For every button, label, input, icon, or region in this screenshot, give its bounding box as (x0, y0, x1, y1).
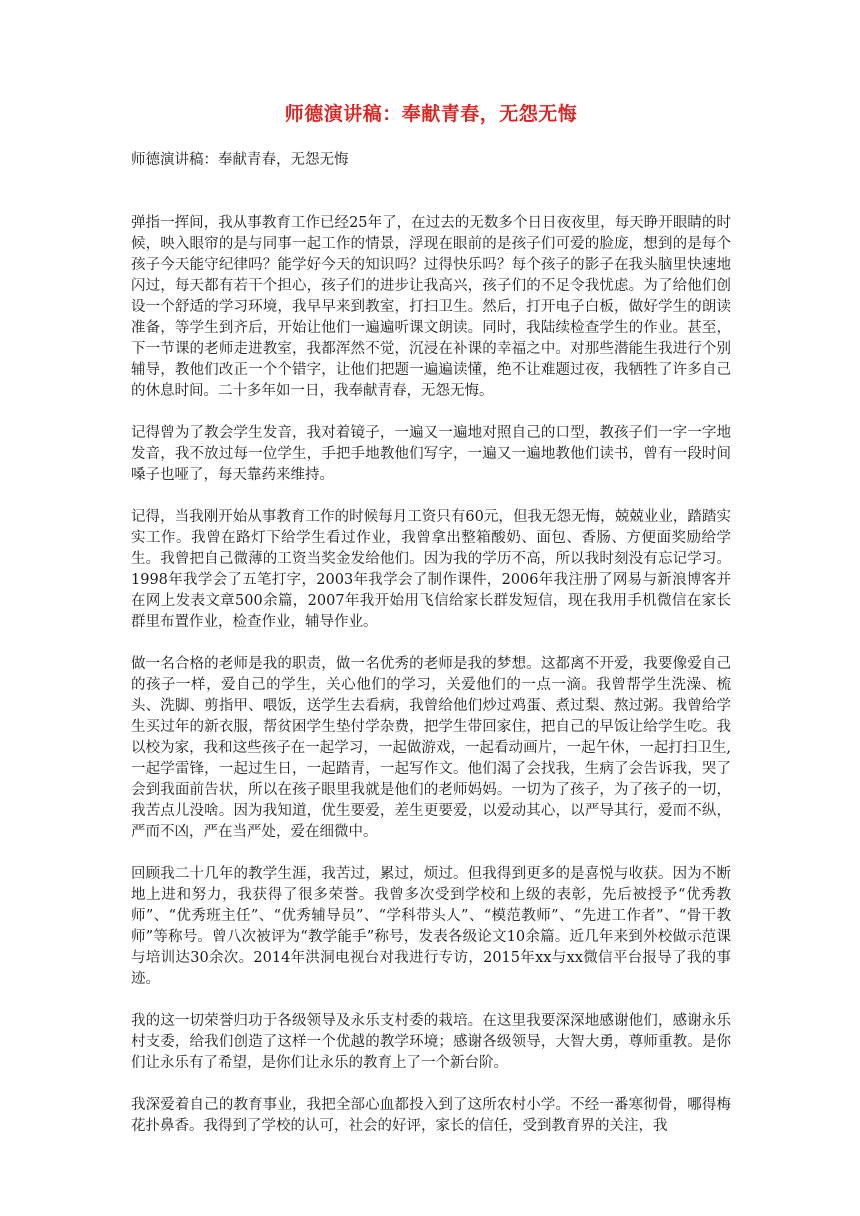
paragraph-7: 我深爱着自己的教育事业，我把全部心血都投入到了这所农村小学。不经一番寒彻骨，哪得梅花扑鼻香。我得到了学校的认可，社会的好评，家长的信任，受到教育界的关注，我 (131, 1097, 731, 1134)
document-subtitle: 师德演讲稿：奉献青春，无怨无悔 (131, 152, 349, 168)
paragraph-1: 弹指一挥间，我从事教育工作已经25年了，在过去的无数多个日日夜夜里，每天睁开眼睛的时候，映入眼帘的是与同事一起工作的情景，浮现在眼前的是孩子们可爱的脸庞，想到的是每个孩子今天能守纪律吗？能学好今天的知识吗？过得快乐吗？每个孩子的影子在我头脑里快速地闪过，每天都有若干个担心，孩子们的进步让我高兴，孩子们的不足令我忧虑。为了给他们创设一个舒适的学习环境，我早早来到教室，打扫卫生。然后，打开电子白板，做好学生的朗读准备，等学生到齐后，开始让他们一遍遍听课文朗读。同时，我陆续检查学生的作业。甚至，下一节课的老师走进教室，我都浑然不觉，沉浸在补课的幸福之中。对那些潜能生我进行个别辅导，教他们改正一个个错字，让他们把题一遍遍读懂，绝不让难题过夜，我牺牲了许多自己的休息时间。二十多年如一日，我奉献青春，无怨无悔。 (131, 215, 731, 399)
paragraph-5: 回顾我二十几年的教学生涯，我苦过，累过，烦过。但我得到更多的是喜悦与收获。因为不断地上进和努力，我获得了很多荣誉。我曾多次受到学校和上级的表彰，先后被授予“优秀教师”、“优秀班主任”、“优秀辅导员”、“学科带头人”、“模范教师”、“先进工作者”、“骨干教师”等称号。曾八次被评为“教学能手”称号，发表各级论文10余篇。近几年来到外校做示范课与培训达30余次。2014年洪洞电视台对我进行专访，2015年xx与xx微信平台报导了我的事迹。 (131, 866, 731, 987)
paragraph-3: 记得，当我刚开始从事教育工作的时候每月工资只有60元，但我无怨无悔，兢兢业业，踏踏实实工作。我曾在路灯下给学生看过作业，我曾拿出整箱酸奶、面包、香肠、方便面奖励给学生。我曾把自己微薄的工资当奖金发给他们。因为我的学历不高，所以我时刻没有忘记学习。1998年我学会了五笔打字，2003年我学会了制作课件，2006年我注册了网易与新浪博客并在网上发表文章500余篇，2007年我开始用飞信给家长群发短信，现在我用手机微信在家长群里布置作业，检查作业，辅导作业。 (131, 509, 731, 630)
paragraph-2: 记得曾为了教会学生发音，我对着镜子，一遍又一遍地对照自己的口型，教孩子们一字一字地发音，我不放过每一位学生，手把手地教他们写字，一遍又一遍地教他们读书，曾有一段时间嗓子也哑了，每天靠药来维持。 (131, 425, 731, 483)
document-page (131, 100, 731, 1158)
paragraph-4: 做一名合格的老师是我的职责，做一名优秀的老师是我的梦想。这都离不开爱，我要像爱自己的孩子一样，爱自己的学生，关心他们的学习，关爱他们的一点一滴。我曾帮学生洗澡、梳头、洗脚、剪指甲、喂饭，送学生去看病，我曾给他们炒过鸡蛋、煮过梨、熬过粥。我曾给学生买过年的新衣服，帮贫困学生垫付学杂费，把学生带回家住，把自己的早饭让给学生吃。我以校为家，我和这些孩子在一起学习，一起做游戏，一起看动画片，一起午休，一起打扫卫生,一起学雷锋，一起过生日，一起踏青，一起写作文。他们渴了会找我，生病了会告诉我，哭了会到我面前告状，所以在孩子眼里我就是他们的老师妈妈。一切为了孩子，为了孩子的一切，我苦点儿没啥。因为我知道，优生要爱，差生更要爱，以爱动其心，以严导其行，爱而不纵，严而不凶，严在当严处，爱在细微中。 (131, 656, 731, 840)
document-title: 师德演讲稿：奉献青春，无怨无悔 (284, 103, 578, 125)
paragraph-6: 我的这一切荣誉归功于各级领导及永乐支村委的栽培。在这里我要深深地感谢他们，感谢永乐村支委，给我们创造了这样一个优越的教学环境；感谢各级领导，大智大勇，尊师重教。是你们让永乐有了希望，是你们让永乐的教育上了一个新台阶。 (131, 1013, 731, 1071)
